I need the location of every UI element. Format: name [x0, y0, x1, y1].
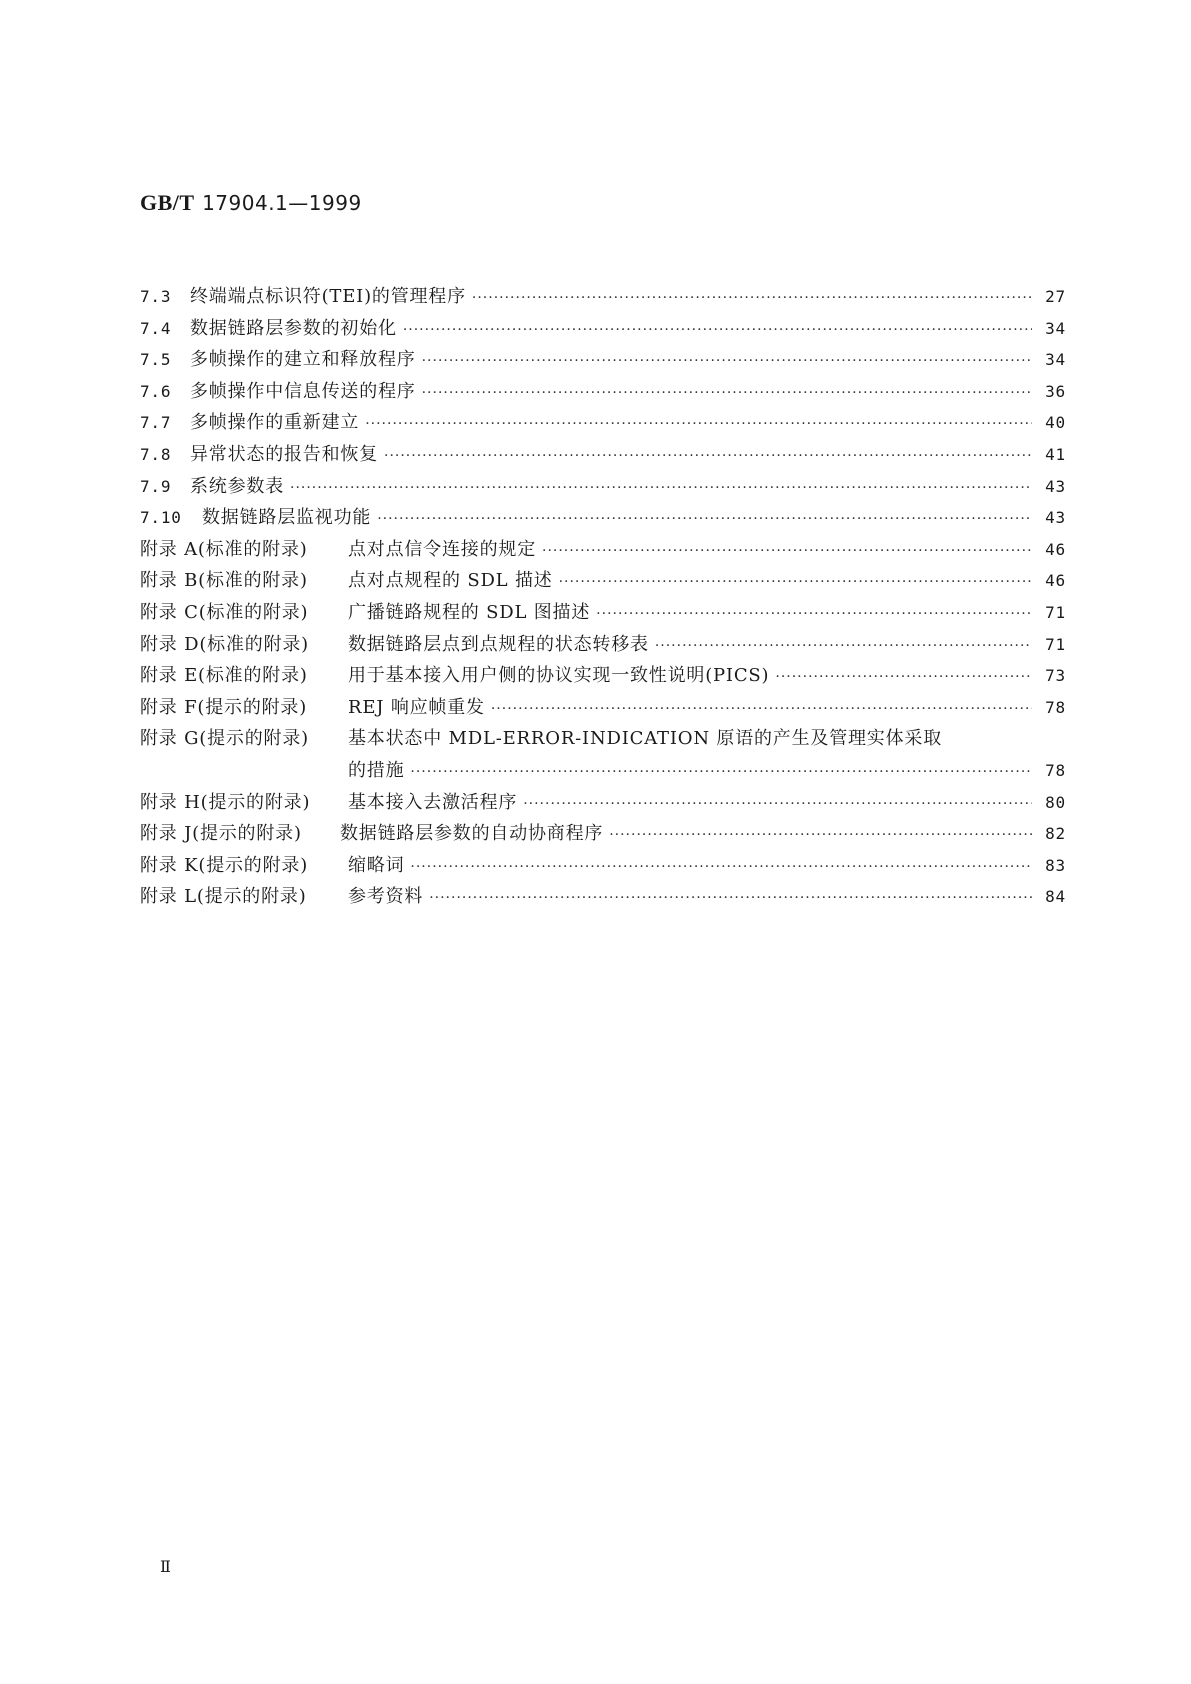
appendix-page: 78	[1045, 760, 1066, 780]
toc-entry-number: 7.9	[140, 476, 172, 496]
appendix-label: 附录 F(提示的附录)	[140, 696, 308, 718]
appendix-label: 附录 J(提示的附录)	[140, 823, 302, 845]
toc-entry-number: 7.10	[140, 508, 182, 528]
appendix-page: 83	[1045, 855, 1066, 875]
toc-entry-title: 多帧操作的建立和释放程序	[190, 349, 416, 371]
toc-appendix-entry[interactable]	[140, 850, 1066, 882]
toc-entry-title: 多帧操作中信息传送的程序	[190, 380, 416, 402]
toc-entry-page: 43	[1045, 476, 1066, 496]
appendix-page: 71	[1045, 602, 1066, 622]
toc-appendix-entry[interactable]	[140, 565, 1066, 597]
appendix-page: 71	[1045, 634, 1066, 654]
dot-leader	[523, 789, 1032, 821]
toc-appendix-entry[interactable]	[140, 597, 1066, 629]
toc-entry-page: 41	[1045, 444, 1066, 464]
appendix-label: 附录 H(提示的附录)	[140, 791, 311, 813]
toc-entry[interactable]	[140, 502, 1066, 534]
toc-appendix-entry[interactable]	[140, 881, 1066, 913]
appendix-page: 82	[1045, 824, 1066, 844]
appendix-title: 基本接入去激活程序	[348, 791, 518, 813]
toc-appendix-entry[interactable]	[140, 692, 1066, 724]
toc-entry-title: 数据链路层参数的初始化	[190, 317, 397, 339]
toc-entry-page: 34	[1045, 318, 1066, 338]
toc-entry-page: 40	[1045, 413, 1066, 433]
toc-entry[interactable]	[140, 281, 1066, 313]
toc-appendix-entry[interactable]	[140, 723, 1066, 755]
standard-number: 17904.1—1999	[202, 191, 362, 215]
appendix-label: 附录 A(标准的附录)	[140, 538, 308, 560]
appendix-title: 广播链路规程的 SDL 图描述	[348, 601, 591, 623]
dot-leader	[472, 283, 1032, 315]
toc-entry[interactable]	[140, 376, 1066, 408]
dot-leader	[429, 883, 1032, 915]
toc-entry-number: 7.5	[140, 350, 172, 370]
toc-entry-number: 7.4	[140, 318, 172, 338]
dot-leader	[403, 315, 1032, 347]
dot-leader	[377, 504, 1032, 536]
table-of-contents	[140, 281, 1066, 913]
dot-leader	[655, 631, 1032, 663]
toc-entry-page: 36	[1045, 381, 1066, 401]
appendix-title: 数据链路层点到点规程的状态转移表	[348, 633, 649, 655]
toc-entry-title: 终端端点标识符(TEI)的管理程序	[190, 286, 466, 307]
appendix-title: REJ 响应帧重发	[348, 696, 485, 718]
appendix-label: 附录 C(标准的附录)	[140, 601, 309, 623]
toc-entry[interactable]	[140, 344, 1066, 376]
dot-leader	[410, 757, 1032, 789]
appendix-title: 基本状态中 MDL-ERROR-INDICATION 原语的产生及管理实体采取	[348, 728, 942, 750]
toc-entry[interactable]	[140, 439, 1066, 471]
appendix-label: 附录 L(提示的附录)	[140, 886, 307, 908]
appendix-title: 缩略词	[348, 854, 405, 876]
dot-leader	[609, 820, 1032, 852]
dot-leader	[542, 536, 1032, 568]
appendix-page: 73	[1045, 666, 1066, 686]
appendix-page: 78	[1045, 697, 1066, 717]
toc-entry-number: 7.8	[140, 444, 172, 464]
toc-entry-page: 27	[1045, 287, 1066, 306]
dot-leader	[422, 378, 1032, 410]
dot-leader	[775, 662, 1032, 694]
appendix-title: 数据链路层参数的自动协商程序	[340, 823, 604, 845]
appendix-label: 附录 K(提示的附录)	[140, 854, 309, 876]
standard-code: GB/T	[140, 190, 195, 215]
toc-entry[interactable]	[140, 407, 1066, 439]
toc-appendix-entry-continuation[interactable]	[140, 755, 1066, 787]
appendix-label: 附录 B(标准的附录)	[140, 570, 308, 592]
appendix-label: 附录 D(标准的附录)	[140, 633, 309, 655]
appendix-page: 84	[1045, 887, 1066, 907]
appendix-title: 点对点信令连接的规定	[348, 538, 536, 560]
toc-entry-title: 系统参数表	[190, 475, 284, 497]
toc-entry-number: 7.3	[140, 287, 172, 306]
appendix-title-continuation: 的措施	[348, 759, 405, 781]
appendix-title: 点对点规程的 SDL 描述	[348, 570, 553, 592]
dot-leader	[596, 599, 1032, 631]
appendix-label: 附录 E(标准的附录)	[140, 665, 308, 687]
toc-entry-title: 数据链路层监视功能	[202, 507, 372, 529]
toc-entry-title: 异常状态的报告和恢复	[190, 443, 378, 465]
dot-leader	[365, 409, 1032, 441]
toc-entry-number: 7.7	[140, 413, 172, 433]
dot-leader	[491, 694, 1032, 726]
dot-leader	[422, 346, 1032, 378]
dot-leader	[384, 441, 1032, 473]
toc-entry-page: 43	[1045, 508, 1066, 528]
toc-appendix-entry[interactable]	[140, 787, 1066, 819]
toc-appendix-entry[interactable]	[140, 534, 1066, 566]
appendix-page: 80	[1045, 792, 1066, 812]
appendix-label: 附录 G(提示的附录)	[140, 728, 309, 750]
appendix-title: 用于基本接入用户侧的协议实现一致性说明(PICS)	[348, 665, 770, 687]
appendix-title: 参考资料	[348, 886, 424, 908]
toc-entry[interactable]	[140, 313, 1066, 345]
toc-entry-number: 7.6	[140, 381, 172, 401]
toc-appendix-entry[interactable]	[140, 818, 1066, 850]
standard-header	[140, 190, 362, 216]
toc-appendix-entry[interactable]	[140, 629, 1066, 661]
dot-leader	[290, 473, 1032, 505]
toc-entry-title: 多帧操作的重新建立	[190, 412, 360, 434]
toc-entry-page: 34	[1045, 350, 1066, 370]
appendix-page: 46	[1045, 571, 1066, 591]
page-number: Ⅱ	[160, 1557, 171, 1576]
toc-appendix-entry[interactable]	[140, 660, 1066, 692]
appendix-page: 46	[1045, 539, 1066, 559]
toc-entry[interactable]	[140, 471, 1066, 503]
dot-leader	[559, 567, 1032, 599]
dot-leader	[410, 852, 1032, 884]
